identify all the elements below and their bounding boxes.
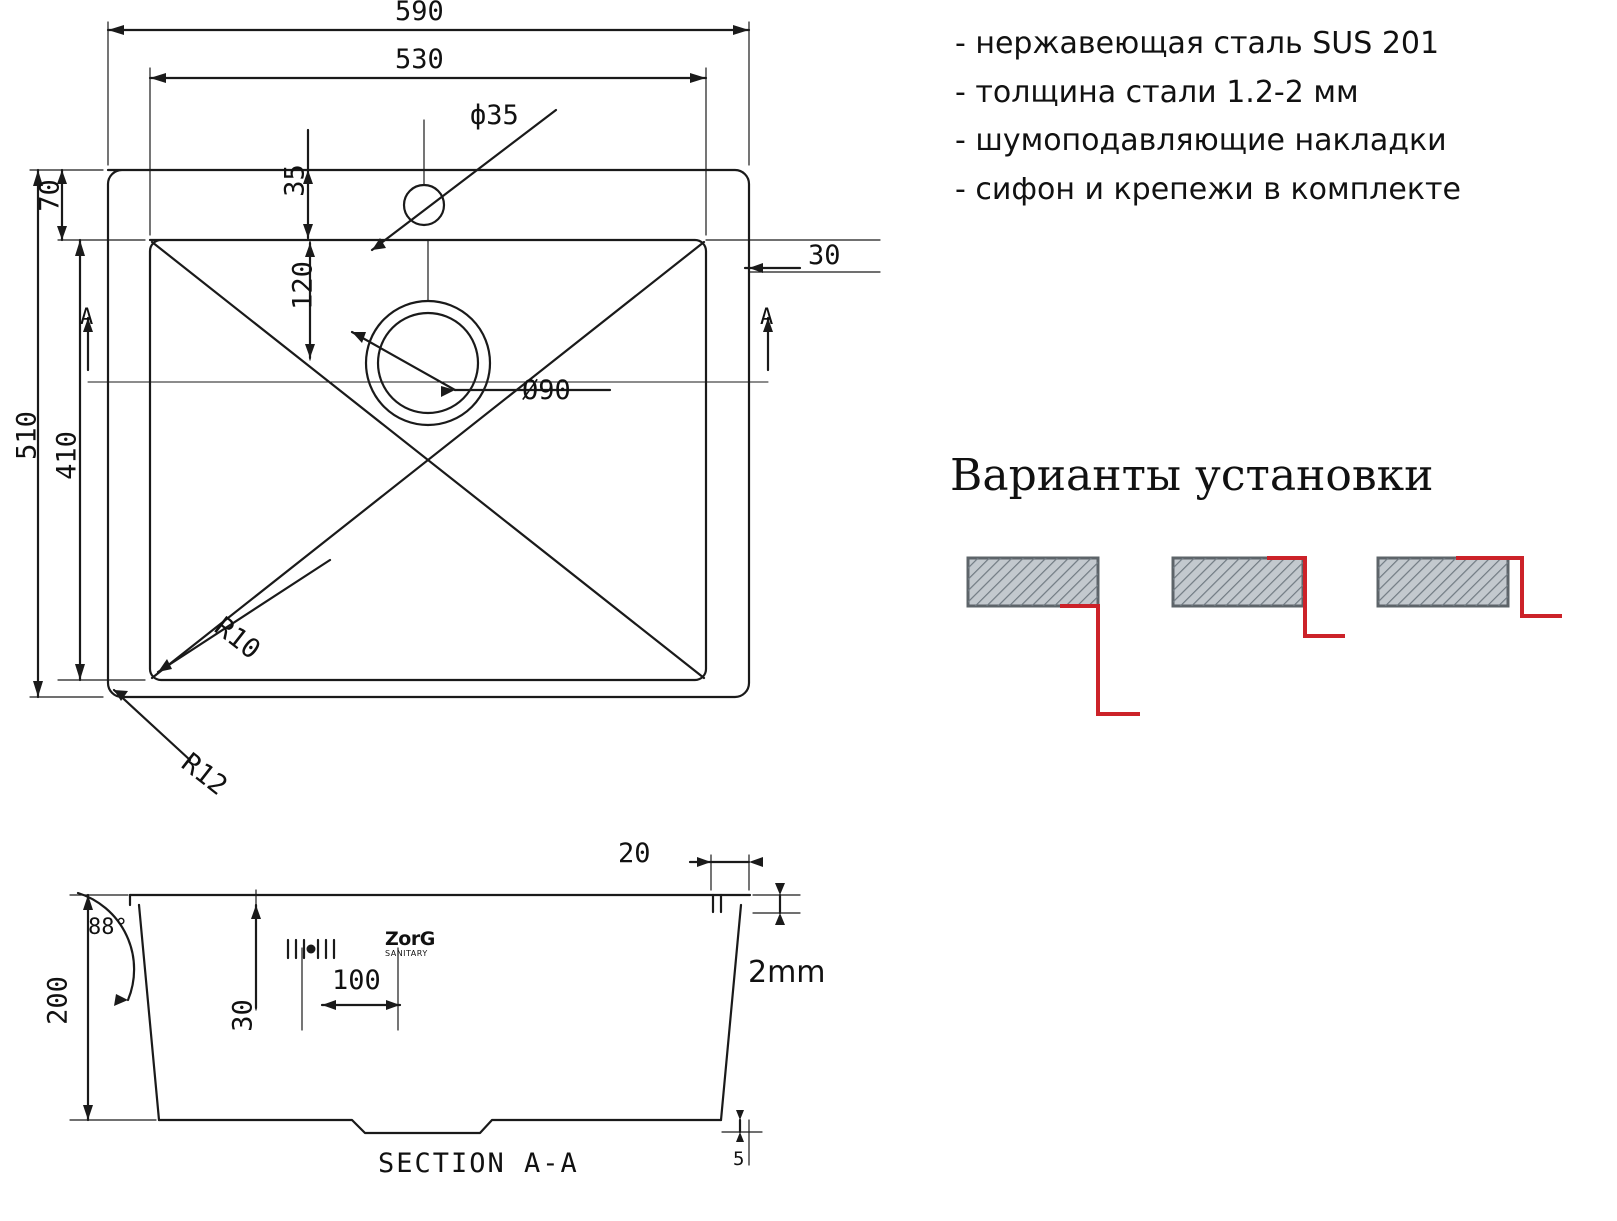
label-dim-angle: 88° xyxy=(88,915,128,940)
tap-hole xyxy=(404,185,444,225)
bowl-diagonals xyxy=(152,242,704,678)
specs-list xyxy=(955,20,1595,214)
leader-tap-hole xyxy=(372,110,556,250)
logo-sub-text: SANITARY xyxy=(385,949,428,958)
overflow-plate xyxy=(288,940,334,958)
variants-row xyxy=(950,540,1610,740)
variant-under-mount-diagram xyxy=(1360,540,1565,740)
label-dim-590: 590 xyxy=(395,0,444,27)
section-extension-lines xyxy=(70,855,800,1165)
variants-heading: Варианты установки xyxy=(950,450,1434,501)
variant-under-mount xyxy=(1360,540,1565,740)
drain-hole xyxy=(366,301,490,425)
label-dim-30-right: 30 xyxy=(808,240,841,271)
spec-item-noise-pads: - шумоподавляющие накладки xyxy=(955,123,1447,159)
leader-r12 xyxy=(114,690,190,760)
label-dim-100: 100 xyxy=(332,965,381,996)
dim-2mm xyxy=(775,883,785,925)
dim-5 xyxy=(736,1110,744,1142)
label-dim-2mm: 2mm xyxy=(748,955,826,990)
spec-item-siphon: - сифон и крепежи в комплекте xyxy=(955,171,1461,207)
spec-item-material: - нержавеющая сталь SUS 201 xyxy=(955,26,1440,61)
label-dim-200: 200 xyxy=(42,976,74,1025)
variant-flush-mount xyxy=(950,540,1155,740)
label-dim-410: 410 xyxy=(51,431,83,480)
label-section-mark-left: A xyxy=(80,305,94,330)
dim-100 xyxy=(322,1000,400,1010)
section-marks xyxy=(83,318,773,382)
label-section-mark-right: A xyxy=(760,305,774,330)
label-dim-510: 510 xyxy=(11,411,43,460)
leader-drain xyxy=(352,332,610,397)
variant-flush-mount-diagram xyxy=(950,540,1155,740)
logo-main-text: ZorG xyxy=(385,928,435,950)
label-section-title: SECTION A-A xyxy=(378,1148,579,1179)
label-dim-5: 5 xyxy=(733,1148,745,1170)
label-dim-30-section: 30 xyxy=(227,999,259,1032)
label-dim-tap-hole-dia: ф35 xyxy=(470,100,519,131)
variant-top-mount-diagram xyxy=(1155,540,1360,740)
spec-item-thickness: - толщина стали 1.2-2 мм xyxy=(955,74,1359,110)
label-dim-70: 70 xyxy=(34,179,66,212)
label-dim-120: 120 xyxy=(287,261,319,310)
label-dim-35: 35 xyxy=(279,164,311,197)
label-dim-20: 20 xyxy=(618,838,651,869)
variant-top-mount xyxy=(1155,540,1360,740)
top-view-extension-lines xyxy=(30,22,880,697)
label-radius-r10: R10 xyxy=(208,611,266,666)
label-dim-drain-dia: Ø90 xyxy=(522,375,571,406)
label-radius-r12: R12 xyxy=(175,747,233,802)
dim-20 xyxy=(690,857,763,867)
zorg-logo xyxy=(385,930,463,968)
label-dim-530: 530 xyxy=(395,44,444,75)
